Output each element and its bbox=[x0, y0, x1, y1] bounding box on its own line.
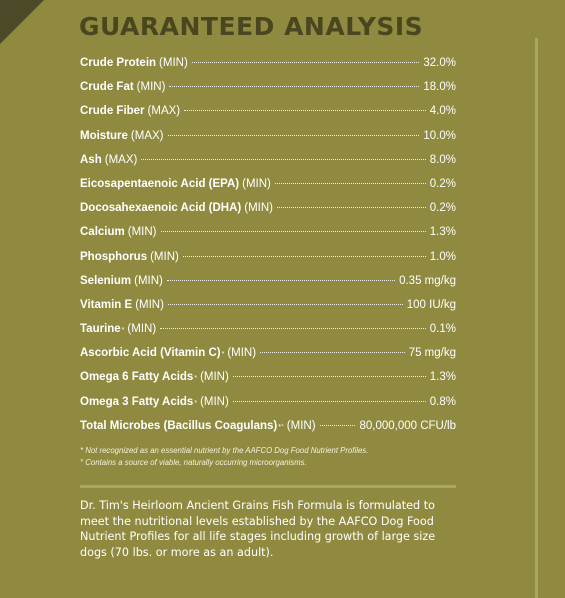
dot-leader bbox=[141, 159, 425, 160]
nutrient-name: Calcium bbox=[80, 226, 125, 239]
section-title: GUARANTEED ANALYSIS bbox=[79, 12, 424, 41]
nutrient-basis: (MIN) bbox=[135, 298, 164, 311]
footnote-marker: * bbox=[194, 399, 198, 407]
nutrient-value: 0.35 mg/kg bbox=[399, 274, 456, 287]
nutrient-name: Total Microbes (Bacillus Coagulans) bbox=[80, 419, 278, 432]
aafco-statement: Dr. Tim's Heirloom Ancient Grains Fish Formula is formulated to meet the nutritional levels established by the AAFCO Dog Food Nutrient Profiles for all life stages including growth of large size dogs (70 lbs. or more as an adult). bbox=[80, 499, 436, 559]
nutrient-basis: (MAX) bbox=[147, 105, 181, 118]
nutrient-name: Ascorbic Acid (Vitamin C) bbox=[80, 347, 221, 360]
nutrient-basis: (MAX) bbox=[104, 153, 138, 166]
analysis-row bbox=[80, 323, 456, 347]
dot-leader bbox=[160, 328, 426, 329]
analysis-row bbox=[80, 130, 456, 154]
analysis-row bbox=[80, 178, 456, 202]
nutrient-value: 32.0% bbox=[423, 57, 456, 69]
nutrient-basis: (MAX) bbox=[130, 129, 164, 142]
analysis-row bbox=[80, 420, 456, 444]
dot-leader bbox=[183, 256, 426, 257]
dot-leader bbox=[192, 62, 420, 63]
dot-leader bbox=[233, 376, 426, 377]
nutrient-name: Vitamin E bbox=[80, 298, 133, 311]
analysis-row bbox=[80, 299, 456, 323]
nutrient-value: 100 IU/kg bbox=[406, 298, 456, 311]
nutrient-name: Eicosapentaenoic Acid (EPA) bbox=[80, 177, 240, 190]
dot-leader bbox=[233, 401, 426, 402]
nutrient-value: 75 mg/kg bbox=[408, 347, 456, 360]
dot-leader bbox=[275, 183, 426, 184]
analysis-row bbox=[80, 371, 456, 395]
nutrient-name: Ash bbox=[80, 153, 102, 166]
dot-leader bbox=[169, 86, 419, 87]
nutrient-basis: (MIN) bbox=[127, 323, 157, 336]
dot-leader bbox=[277, 207, 426, 208]
analysis-row bbox=[80, 275, 456, 299]
nutrient-basis: (MIN) bbox=[200, 371, 229, 384]
footnote-marker: * bbox=[194, 375, 198, 383]
nutrient-value: 10.0% bbox=[423, 129, 456, 142]
footnote-marker: *° bbox=[278, 423, 284, 431]
dot-leader bbox=[184, 110, 426, 111]
nutrient-value: 4.0% bbox=[429, 105, 456, 118]
nutrient-name: Crude Fat bbox=[80, 81, 134, 94]
footnote-not-essential: * Not recognized as an essential nutrient by the AAFCO Dog Food Nutrient Profiles. bbox=[80, 446, 369, 455]
dot-leader bbox=[320, 425, 356, 426]
section-divider bbox=[80, 485, 456, 488]
nutrient-value: 1.3% bbox=[429, 226, 456, 239]
nutrient-name: Omega 3 Fatty Acids bbox=[80, 395, 194, 408]
nutrient-value: 18.0% bbox=[423, 81, 456, 94]
nutrient-basis: (MIN) bbox=[286, 419, 316, 432]
nutrient-basis: (MIN) bbox=[242, 177, 271, 190]
dot-leader bbox=[161, 231, 426, 232]
dot-leader bbox=[168, 135, 420, 136]
footnote-microorganisms: ° Contains a source of viable, naturally occurring microorganisms. bbox=[80, 458, 307, 467]
analysis-row bbox=[80, 202, 456, 226]
nutrient-name: Crude Fiber bbox=[80, 105, 145, 118]
nutrient-basis: (MIN) bbox=[134, 274, 163, 287]
footnote-marker: * bbox=[121, 327, 125, 335]
nutrient-basis: (MIN) bbox=[200, 395, 229, 408]
nutrient-basis: (MIN) bbox=[150, 250, 179, 263]
nutrient-basis: (MIN) bbox=[159, 57, 188, 69]
analysis-row bbox=[80, 105, 456, 129]
right-vertical-rule bbox=[535, 38, 538, 598]
footnotes bbox=[80, 445, 368, 469]
nutrient-name: Moisture bbox=[80, 129, 128, 142]
nutrient-basis: (MIN) bbox=[227, 347, 257, 360]
nutrient-name: Phosphorus bbox=[80, 250, 148, 263]
nutrient-name: Docosahexaenoic Acid (DHA) bbox=[80, 202, 242, 215]
analysis-row bbox=[80, 81, 456, 105]
analysis-row bbox=[80, 251, 456, 275]
nutrient-value: 0.2% bbox=[429, 177, 456, 190]
analysis-row bbox=[80, 347, 456, 371]
nutrient-name: Crude Protein bbox=[80, 57, 157, 69]
nutrient-value: 8.0% bbox=[429, 153, 456, 166]
analysis-row bbox=[80, 226, 456, 250]
nutrient-name: Selenium bbox=[80, 274, 132, 287]
nutrient-value: 80,000,000 CFU/lb bbox=[359, 419, 456, 432]
analysis-row bbox=[80, 154, 456, 178]
nutrient-value: 0.2% bbox=[429, 202, 456, 215]
nutrient-name: Omega 6 Fatty Acids bbox=[80, 371, 194, 384]
nutrient-value: 0.8% bbox=[429, 395, 456, 408]
analysis-row bbox=[80, 396, 456, 420]
dot-leader bbox=[168, 304, 403, 305]
nutrient-basis: (MIN) bbox=[136, 81, 166, 94]
nutrient-value: 1.3% bbox=[429, 371, 456, 384]
nutrient-value: 0.1% bbox=[429, 323, 456, 336]
nutrient-basis: (MIN) bbox=[244, 202, 273, 215]
footnote-marker: * bbox=[221, 351, 225, 359]
nutrient-basis: (MIN) bbox=[127, 226, 157, 239]
analysis-table bbox=[80, 57, 456, 444]
analysis-row bbox=[80, 57, 456, 81]
corner-triangle-decoration bbox=[0, 0, 44, 44]
dot-leader bbox=[167, 280, 395, 281]
nutrient-name: Taurine bbox=[80, 323, 121, 336]
nutrient-value: 1.0% bbox=[429, 250, 456, 263]
dot-leader bbox=[260, 352, 405, 353]
